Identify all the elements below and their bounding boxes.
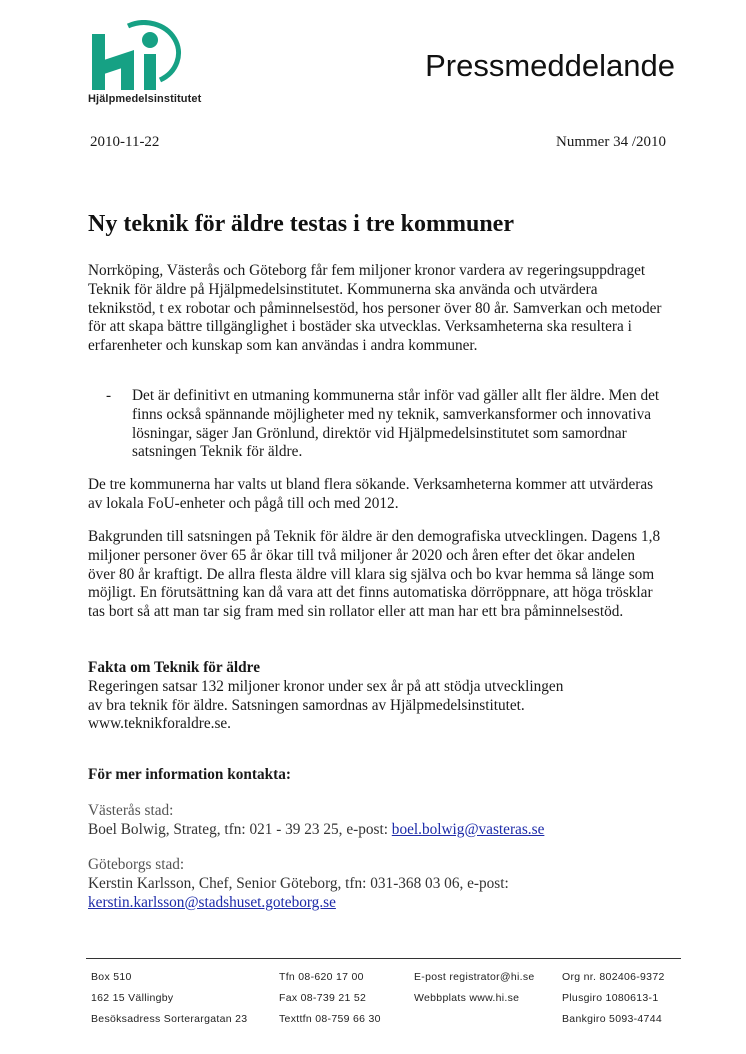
- footer-line: Box 510: [91, 971, 132, 983]
- release-number: Nummer 34 /2010: [556, 134, 666, 150]
- selection-paragraph: De tre kommunerna har valts ut bland flera sökande. Verksamheterna kommer att utvärderas av lokala FoU-enheter och pågå till och med 2012.: [88, 476, 654, 512]
- contact-org: Göteborgs stad:: [88, 856, 185, 873]
- quote-dash: -: [106, 387, 112, 404]
- contact-details: Kerstin Karlsson, Chef, Senior Göteborg, tfn: 031-368 03 06, e-post:: [88, 874, 509, 892]
- footer-line: Plusgiro 1080613-1: [562, 992, 659, 1004]
- footer-line: Org nr. 802406-9372: [562, 971, 665, 983]
- contact-vasteras: [88, 802, 664, 840]
- release-date: 2010-11-22: [90, 134, 160, 150]
- footer-org: [562, 971, 665, 1034]
- document-type: Pressmeddelande: [425, 48, 675, 83]
- contact-goteborg: [88, 856, 664, 912]
- footer-line: Tfn 08-620 17 00: [279, 971, 364, 983]
- logo-subtitle: Hjälpmedelsinstitutet: [88, 93, 202, 105]
- footer-line: Bankgiro 5093-4744: [562, 1013, 662, 1025]
- quote-text: Det är definitivt en utmaning kommunerna står inför vad gäller allt fler äldre. Men det finns också spännande möjligheter med ny teknik, samverkansformer och innovativa lösningar, säger Jan Grönlund, direktör vid Hjälpmedelsinstitutet som samordnar satsningen Teknik för äldre.: [132, 387, 660, 461]
- facts-line: Regeringen satsar 132 miljoner kronor under sex år på att stödja utvecklingen: [88, 677, 564, 695]
- footer-web: [414, 971, 535, 1013]
- email-link-goteborg[interactable]: kerstin.karlsson@stadshuset.goteborg.se: [88, 893, 336, 911]
- footer-website[interactable]: Webbplats www.hi.se: [414, 992, 520, 1004]
- footer-line: 162 15 Vällingby: [91, 992, 174, 1004]
- footer-phone: [279, 971, 381, 1034]
- footer-divider: [86, 958, 681, 959]
- email-link-vasteras[interactable]: boel.bolwig@vasteras.se: [391, 820, 545, 838]
- footer-line: Besöksadress Sorterargatan 23: [91, 1013, 248, 1025]
- facts-line: av bra teknik för äldre. Satsningen samordnas av Hjälpmedelsinstitutet.: [88, 696, 525, 714]
- footer-address: [91, 971, 247, 1034]
- background-paragraph: Bakgrunden till satsningen på Teknik för äldre är den demografiska utvecklingen. Dagens 1,8 miljoner personer över 65 år ökar till två miljoner år 2020 och åren efter det ökar andelen över 80 år kraftigt. De allra flesta äldre vill klara sig själva och bo kvar hemma så länge som möjligt. En förutsättning kan då vara att det finns automatiska dörröppnare, att höga trösklar tas bort så att man tar sig fram med sin rollator eller att man har ett bra påminnelsestöd.: [88, 528, 661, 621]
- hi-logo-icon: [88, 20, 228, 95]
- contact-heading: För mer information kontakta:: [88, 766, 291, 783]
- quote-block: [106, 387, 671, 462]
- footer-line: Fax 08-739 21 52: [279, 992, 367, 1004]
- facts-link[interactable]: www.teknikforaldre.se.: [88, 715, 232, 733]
- page-title: Ny teknik för äldre testas i tre kommuner: [88, 211, 514, 237]
- facts-section: [88, 659, 664, 734]
- contact-line: [88, 821, 664, 840]
- intro-paragraph: Norrköping, Västerås och Göteborg får fem miljoner kronor vardera av regeringsuppdraget Teknik för äldre på Hjälpmedelsinstitutet. Kommunerna ska använda och utvärdera teknikstöd, t ex robotar och påminnelsestöd, hos personer över 80 år. Samverkan och metoder för att skapa bättre tillgänglighet i bostäder ska utvecklas. Verksamheterna ska resultera i erfarenheter och kunskap som kan användas i andra kommuner.: [88, 262, 662, 355]
- facts-heading: Fakta om Teknik för äldre: [88, 659, 260, 676]
- footer-line: Texttfn 08-759 66 30: [279, 1013, 381, 1025]
- contact-details: Boel Bolwig, Strateg, tfn: 021 - 39 23 25, e-post:: [88, 820, 392, 838]
- contact-org: Västerås stad:: [88, 802, 174, 819]
- footer-email[interactable]: E-post registrator@hi.se: [414, 971, 535, 983]
